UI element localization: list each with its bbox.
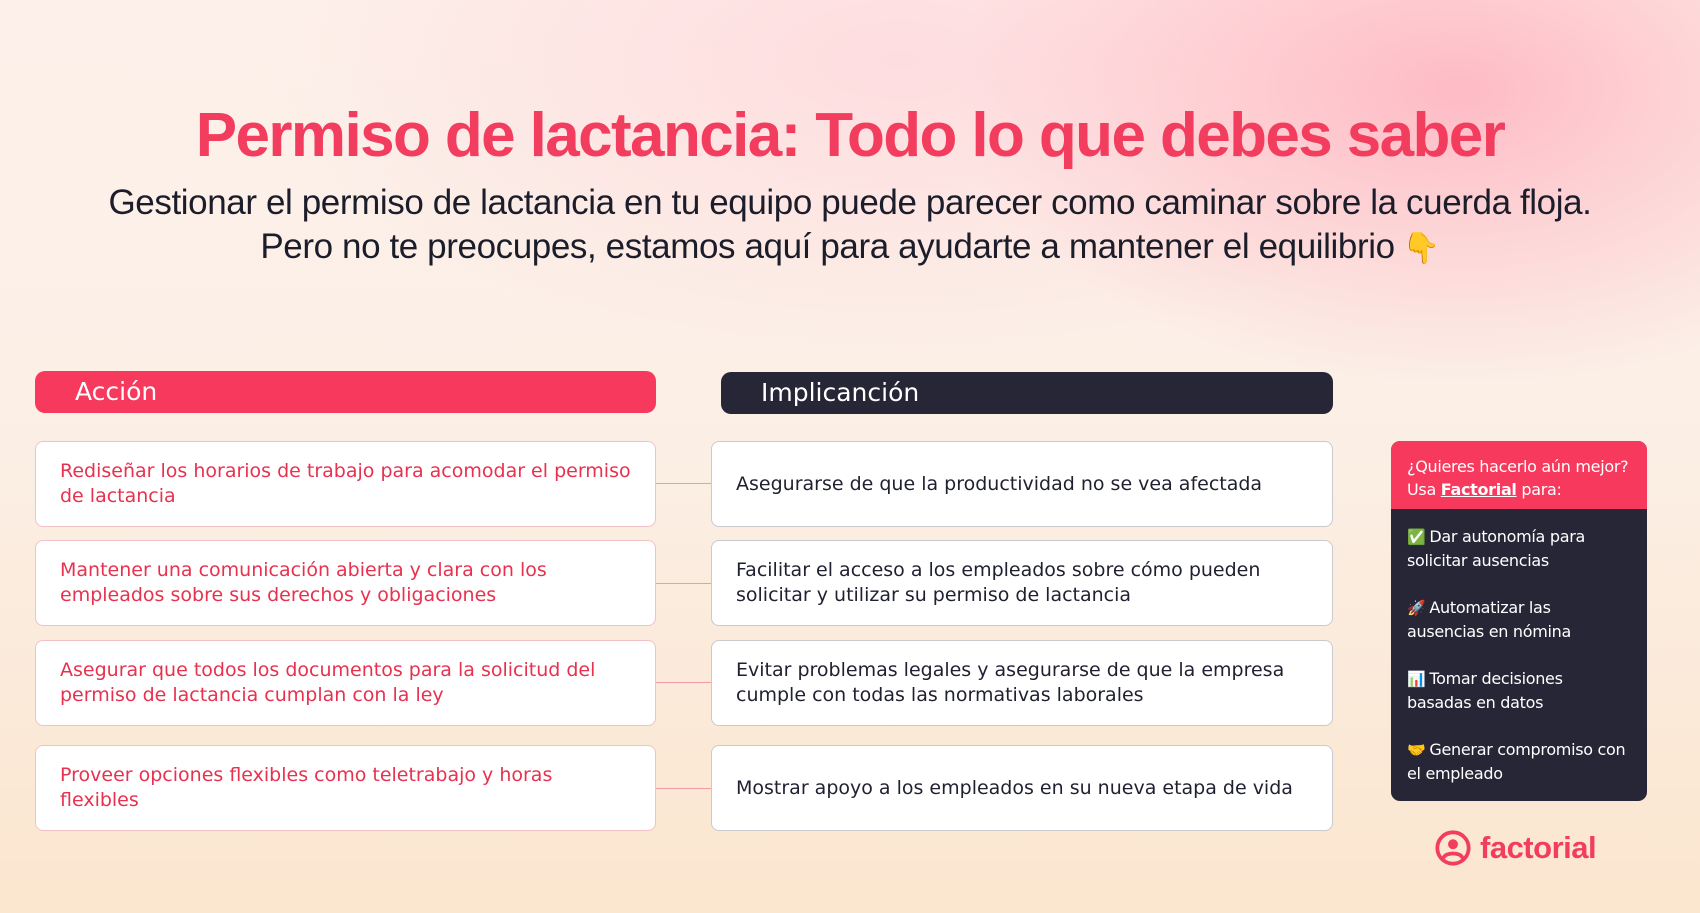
action-text: Mantener una comunicación abierta y clara con los empleados sobre sus derechos y obligaciones [60,559,547,606]
promo-item-text: Generar compromiso con el empleado [1407,740,1626,783]
connector-line [656,682,711,683]
implication-card-2 [711,540,1333,626]
action-text: Asegurar que todos los documentos para la solicitud del permiso de lactancia cumplan con la ley [60,659,596,706]
connector-line [656,483,711,484]
factorial-link[interactable]: Factorial [1440,480,1517,499]
factorial-logo [1434,828,1596,868]
pointing-down-icon: 👇 [1402,232,1440,265]
action-card-1 [35,441,656,527]
subtitle-text: Gestionar el permiso de lactancia en tu equipo puede parecer como caminar sobre la cuerda floja. Pero no te preocupes, estamos aquí para ayudarte a mantener el equilibrio [108,183,1592,266]
promo-item [1407,667,1631,714]
promo-box [1391,441,1647,801]
implication-card-4 [711,745,1333,831]
check-mark-icon: ✅ [1407,528,1426,546]
handshake-icon: 🤝 [1407,741,1426,759]
bar-chart-icon: 📊 [1407,670,1426,688]
promo-use-prefix: Usa [1407,480,1441,499]
implication-text: Facilitar el acceso a los empleados sobre cómo pueden solicitar y utilizar su permiso de lactancia [736,559,1261,606]
promo-question: ¿Quieres hacerlo aún mejor? [1407,457,1629,476]
promo-item [1407,596,1631,643]
logo-wordmark: factorial [1480,830,1597,865]
promo-use-line [1407,478,1631,501]
promo-item-text: Tomar decisiones basadas en datos [1407,669,1563,712]
promo-item-text: Dar autonomía para solicitar ausencias [1407,527,1585,570]
rocket-icon: 🚀 [1407,599,1426,617]
connector-line [656,788,711,789]
action-text: Rediseñar los horarios de trabajo para acomodar el permiso de lactancia [60,460,631,507]
promo-item [1407,525,1631,572]
promo-list [1391,509,1647,785]
action-card-3 [35,640,656,726]
action-card-4 [35,745,656,831]
promo-use-suffix: para: [1516,480,1562,499]
promo-header [1391,441,1647,509]
implication-text: Asegurarse de que la productividad no se vea afectada [736,472,1263,495]
implication-text: Evitar problemas legales y asegurarse de que la empresa cumple con todas las normativas laborales [736,659,1285,706]
page-subtitle [70,181,1630,271]
page-title: Permiso de lactancia: Todo lo que debes saber [195,101,1505,170]
implication-card-1 [711,441,1333,527]
implication-text: Mostrar apoyo a los empleados en su nueva etapa de vida [736,776,1293,799]
column-header-implicancion: Implicanción [721,372,1333,414]
promo-item [1407,738,1631,785]
implication-card-3 [711,640,1333,726]
column-header-accion: Acción [35,371,656,413]
promo-item-text: Automatizar las ausencias en nómina [1407,598,1572,641]
action-text: Proveer opciones flexibles como teletrabajo y horas flexibles [60,764,553,811]
action-card-2 [35,540,656,626]
factorial-logo-icon [1434,829,1472,867]
connector-line [656,583,711,584]
